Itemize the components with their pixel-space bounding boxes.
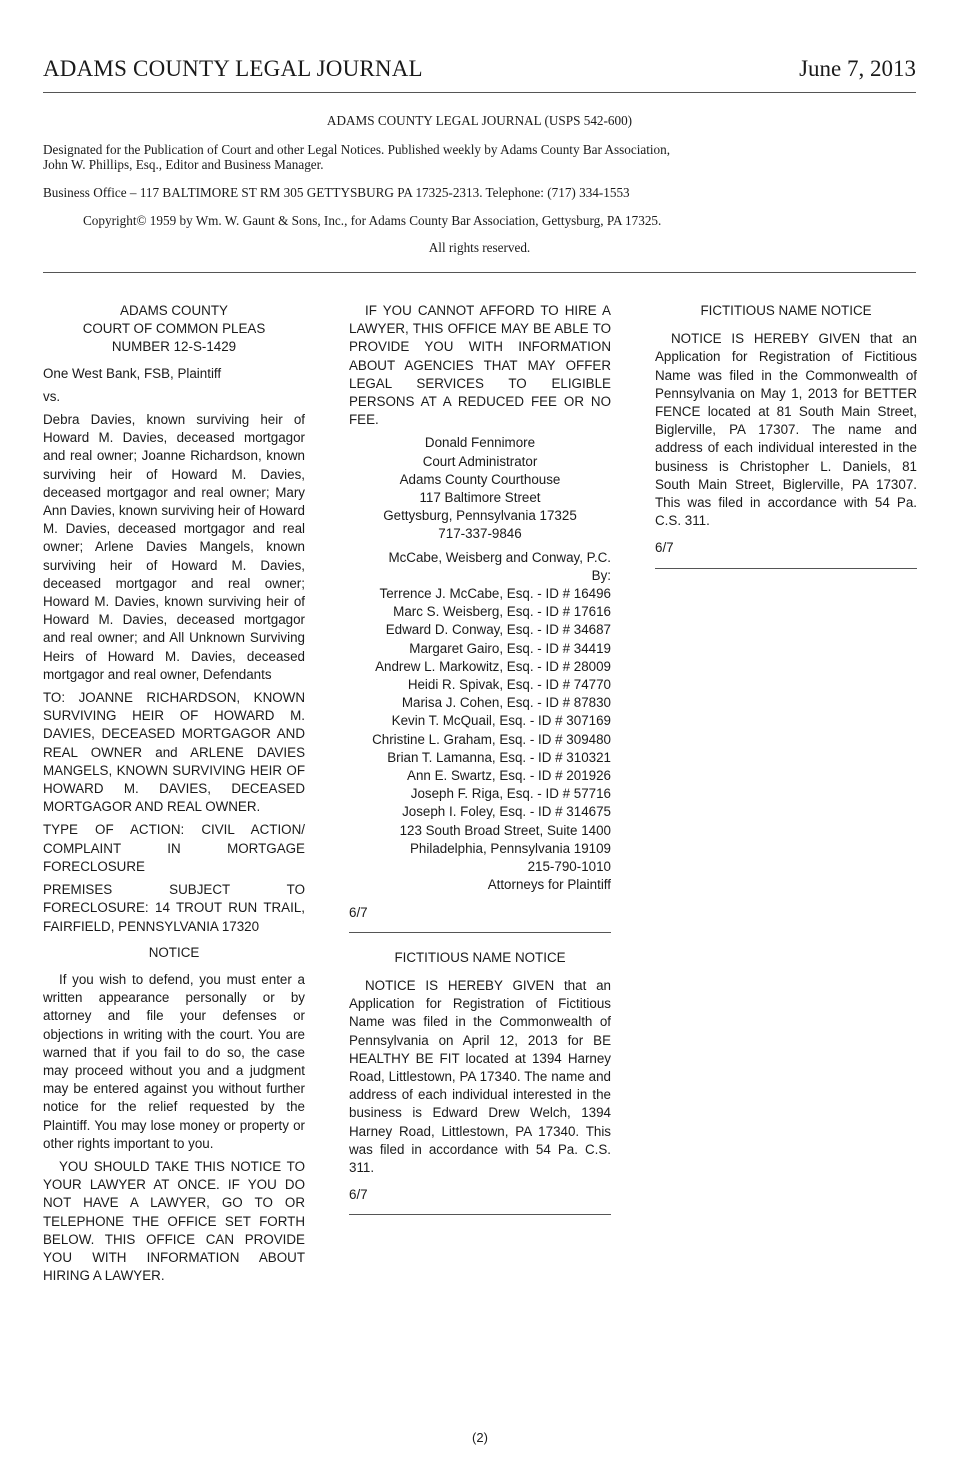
defendants: Debra Davies, known surviving heir of Howard M. Davies, deceased mortgagor and real owner; Joanne Richardson, known surviving heir of Howard M. Davies, deceased mortgagor and real owner; Mary Ann Davies, known surviving heir of Howard M. Davies, deceased mortgagor and real owner; Arlene Davies Mangels, known surviving heir of Howard M. Davies, deceased mortgagor and real owner; Howard M. Davies, known surviving heir of Howard M. Davies, deceased mortgagor and real owner; and All Unknown Surviving Heirs of Howard M. Davies, deceased mortgagor and real owner, Defendants bbox=[43, 412, 305, 682]
attorney-list bbox=[349, 585, 611, 822]
attorney-entry: Margaret Gairo, Esq. - ID # 34419 bbox=[409, 640, 611, 656]
column-right bbox=[655, 302, 917, 585]
type-of-action: TYPE OF ACTION: CIVIL ACTION/ COMPLAINT IN MORTGAGE FORECLOSURE bbox=[43, 822, 305, 874]
notice-heading: NOTICE bbox=[148, 944, 200, 960]
attorney-entry: Christine L. Graham, Esq. - ID # 309480 bbox=[372, 731, 611, 747]
admin-phone: 717-337-9846 bbox=[438, 526, 522, 542]
masthead-divider bbox=[43, 272, 916, 273]
firm-phone: 215-790-1010 bbox=[527, 859, 611, 875]
case-number: NUMBER 12-S-1429 bbox=[111, 339, 237, 355]
fictitious-heading: FICTITIOUS NAME NOTICE bbox=[394, 949, 566, 965]
masthead-description-1: Designated for the Publication of Court and other Legal Notices. Published weekly by Adams County Bar Association, bbox=[43, 141, 671, 157]
firm-role: Attorneys for Plaintiff bbox=[487, 877, 611, 893]
fictitious-body: NOTICE IS HEREBY GIVEN that an Application for Registration of Fictitious Name was filed in the Commonwealth of Pennsylvania on April 12, 2013 for BE HEALTHY BE FIT located at 1394 Harney Road, Littlestown, PA 17340. The name and address of each individual interested in the business is Edward Drew Welch, 1394 Harney Road, Littlestown, PA 17340. This was filed in accordance with 54 Pa. C.S. 311. bbox=[349, 977, 611, 1175]
fictitious-heading: FICTITIOUS NAME NOTICE bbox=[700, 303, 872, 318]
court-name-1: ADAMS COUNTY bbox=[120, 303, 228, 318]
masthead-description-2: John W. Phillips, Esq., Editor and Business Manager. bbox=[43, 157, 324, 172]
admin-place: Adams County Courthouse bbox=[399, 471, 561, 487]
take-notice: YOU SHOULD TAKE THIS NOTICE TO YOUR LAWYER AT ONCE. IF YOU DO NOT HAVE A LAWYER, GO TO OR TELEPHONE THE OFFICE SET FORTH BELOW. THIS OFFICE CAN PROVIDE YOU WITH INFORMATION ABOUT HIRING A LAWYER. bbox=[43, 1158, 305, 1284]
by-label: By: bbox=[591, 567, 611, 583]
law-firm: McCabe, Weisberg and Conway, P.C. bbox=[388, 549, 611, 565]
premises: PREMISES SUBJECT TO FORECLOSURE: 14 TROUT RUN TRAIL, FAIRFIELD, PENNSYLVANIA 17320 bbox=[43, 882, 305, 934]
journal-title: ADAMS COUNTY LEGAL JOURNAL bbox=[43, 56, 423, 81]
attorney-entry: Joseph I. Foley, Esq. - ID # 314675 bbox=[402, 804, 611, 820]
notice-divider bbox=[349, 1214, 611, 1215]
masthead-title: ADAMS COUNTY LEGAL JOURNAL (USPS 542-600) bbox=[326, 113, 633, 128]
masthead bbox=[43, 110, 916, 255]
attorney-entry: Brian T. Lamanna, Esq. - ID # 310321 bbox=[387, 749, 611, 765]
notice-divider bbox=[655, 568, 917, 569]
firm-street: 123 South Broad Street, Suite 1400 bbox=[399, 822, 611, 838]
fictitious-body: NOTICE IS HEREBY GIVEN that an Application for Registration of Fictitious Name was filed in the Commonwealth of Pennsylvania on May 1, 2013 for BETTER FENCE located at 81 South Main Street, Biglerville, PA 17307. The name and address of each individual interested in the business is Christopher L. Daniels, 81 South Main Street, Biglerville, PA 17307. This was filed in accordance with 54 Pa. C.S. 311. bbox=[655, 331, 917, 529]
attorney-entry: Edward D. Conway, Esq. - ID # 34687 bbox=[385, 622, 611, 638]
attorney-entry: Marisa J. Cohen, Esq. - ID # 87830 bbox=[401, 695, 611, 711]
issue-date: June 7, 2013 bbox=[799, 56, 916, 81]
publication-date: 6/7 bbox=[655, 540, 674, 556]
attorney-entry: Ann E. Swartz, Esq. - ID # 201926 bbox=[407, 768, 611, 784]
attorney-entry: Heidi R. Spivak, Esq. - ID # 74770 bbox=[407, 677, 611, 693]
attorney-entry: Joseph F. Riga, Esq. - ID # 57716 bbox=[410, 786, 611, 802]
firm-city: Philadelphia, Pennsylvania 19109 bbox=[409, 840, 611, 856]
attorney-entry: Terrence J. McCabe, Esq. - ID # 16496 bbox=[379, 586, 611, 602]
publication-date: 6/7 bbox=[349, 904, 368, 920]
notice-body: If you wish to defend, you must enter a written appearance personally or by attorney and file your defenses or objections in writing with the court. You are warned that if you fail to do so, the case may proceed without you and a judgment may be entered against you without further notice for the relief requested by the Plaintiff. You may lose money or property or other rights important to you. bbox=[43, 971, 305, 1151]
admin-title: Court Administrator bbox=[422, 453, 538, 469]
plaintiff: One West Bank, FSB, Plaintiff bbox=[43, 365, 222, 381]
attorney-entry: Marc S. Weisberg, Esq. - ID # 17616 bbox=[393, 604, 611, 620]
business-office: Business Office – 117 BALTIMORE ST RM 305 GETTYSBURG PA 17325-2313. Telephone: (717) 334-1553 bbox=[43, 184, 630, 200]
rights-reserved: All rights reserved. bbox=[428, 239, 531, 255]
running-head bbox=[43, 56, 916, 93]
admin-street: 117 Baltimore Street bbox=[419, 490, 541, 506]
notice-to: TO: JOANNE RICHARDSON, KNOWN SURVIVING HEIR OF HOWARD M. DAVIES, DECEASED MORTGAGOR AND REAL OWNER and ARLENE DAVIES MANGELS, KNOWN SURVIVING HEIR OF HOWARD M. DAVIES, DECEASED MORTGAGOR AND REAL OWNER. bbox=[43, 690, 305, 815]
versus: vs. bbox=[43, 388, 61, 404]
notice-divider bbox=[349, 932, 611, 933]
copyright: Copyright© 1959 by Wm. W. Gaunt & Sons, Inc., for Adams County Bar Association, Gettysburg, PA 17325. bbox=[83, 213, 662, 228]
attorney-entry: Kevin T. McQuail, Esq. - ID # 307169 bbox=[391, 713, 611, 729]
column-middle bbox=[349, 302, 611, 1231]
admin-name: Donald Fennimore bbox=[424, 435, 536, 451]
afford-lawyer: IF YOU CANNOT AFFORD TO HIRE A LAWYER, THIS OFFICE MAY BE ABLE TO PROVIDE YOU WITH INFORMATION ABOUT AGENCIES THAT MAY OFFER LEGAL SERVICES TO ELIGIBLE PERSONS AT A REDUCED FEE OR NO FEE. bbox=[349, 303, 611, 428]
admin-city: Gettysburg, Pennsylvania 17325 bbox=[383, 508, 577, 524]
publication-date: 6/7 bbox=[349, 1187, 368, 1203]
column-left bbox=[43, 302, 305, 1290]
court-name-2: COURT OF COMMON PLEAS bbox=[82, 321, 266, 337]
page-number: (2) bbox=[472, 1430, 488, 1445]
attorney-entry: Andrew L. Markowitz, Esq. - ID # 28009 bbox=[375, 658, 611, 674]
